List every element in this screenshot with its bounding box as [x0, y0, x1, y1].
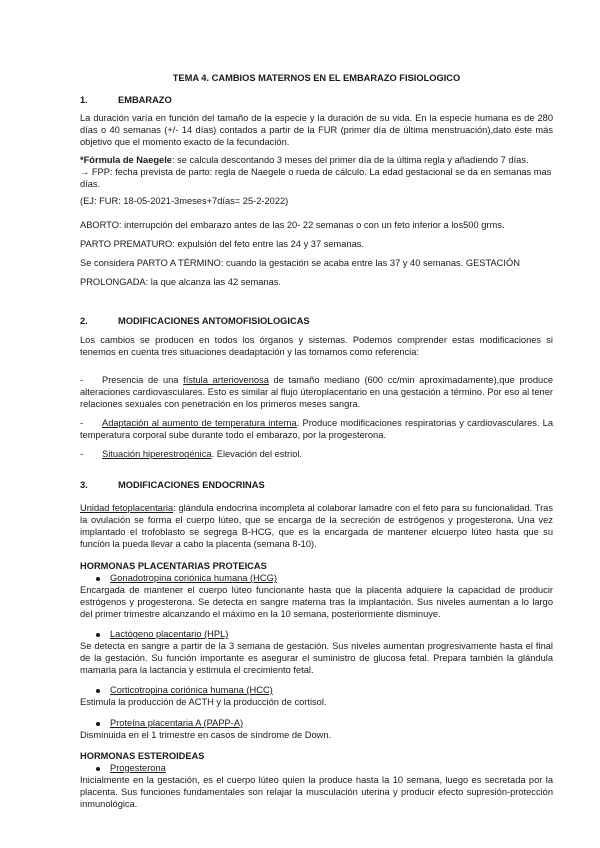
document-page — [80, 0, 553, 848]
hcg-description: Encargada de mantener el cuerpo lúteo funcionante hasta que la placenta adquiere la capacidad de producir estrógenos y progesterona. Se detecta en sangre materna tras la implantación. Sus niveles aumentan a lo largo del primer trimestre alcanzando el máximo en la 10 semana, posteriormente disminuye. — [80, 585, 553, 619]
bullet-icon — [96, 689, 100, 693]
naegele-paragraph: *Fórmula de Naegele: se calcula descontando 3 meses del primer día de la última regla y añadiendo 7 días. → FPP: fecha prevista de parto: regla de Naegele o rueda de cálculo. La edad gestacional se da en semanas mas días. — [80, 155, 552, 189]
document-title: TEMA 4. CAMBIOS MATERNOS EN EL EMBARAZO FISIOLOGICO — [172, 73, 461, 83]
unidad-fetoplacentaria-paragraph: Unidad fetoplacentaria: glándula endocrina incompleta al colaborar lamadre con el feto para su funcionalidad. Tras la ovulación se forma el cuerpo lúteo, que se encarga de la secreción de estrógenos y progesterona. Una vez implantado el trofoblasto se segrega B-HCG, que es la encargada de mantener elcuerpo lúteo hasta que su función la pueda llevar a cabo la placenta (semana 8-10). — [80, 503, 553, 549]
esteroideas-heading: HORMONAS ESTEROIDEAS — [80, 751, 205, 761]
progesterona-bullet: Progesterona — [80, 762, 166, 774]
hcg-bullet: Gonadotropina coriónica humana (HCG) — [80, 572, 277, 584]
prematuro-definition: PARTO PREMATURO: expulsión del feto entre las 24 y 37 semanas. — [80, 239, 365, 249]
bullet-icon — [96, 722, 100, 726]
list-item-hiperestrogenica: - Situación hiperestrogénica. Elevación del estriol. — [80, 449, 303, 460]
section-3-heading: 3. MODIFICACIONES ENDOCRINAS — [80, 480, 265, 490]
bullet-icon — [96, 577, 100, 581]
fur-example: (EJ: FUR: 18-05-2021-3meses+7días= 25-2-2022) — [80, 196, 289, 206]
hcc-bullet: Corticotropina coriónica humana (HCC) — [80, 684, 273, 696]
section-1-heading: 1. EMBARAZO — [80, 95, 172, 105]
pappa-description: Disminuida en el 1 trimestre en casos de síndrome de Down. — [80, 730, 332, 740]
termino-definition-line2: PROLONGADA: la que alcanza las 42 semanas. — [80, 277, 282, 287]
modificaciones-intro: Los cambios se producen en todos los órganos y sistemas. Podemos comprender estas modificaciones si tenemos en cuenta tres situaciones deadaptación y las tomamos como referencia: — [80, 335, 553, 357]
section-2-heading: 2. MODIFICACIONES ANTOMOFISIOLOGICAS — [80, 316, 310, 326]
hpl-bullet: Lactógeno placentario (HPL) — [80, 628, 228, 640]
bullet-icon — [96, 633, 100, 637]
hcc-description: Estimula la producción de ACTH y la producción de cortisol. — [80, 697, 327, 707]
pappa-bullet: Proteína placentaria A (PAPP-A) — [80, 717, 243, 729]
list-item-fistula: - Presencia de una fístula arteriovenosa de tamaño mediano (600 cc/min aproximadamente),que produce alteraciones cardiovasculares. Esto es similar al flujo úteroplacentario en una gestación a término. Por eso al tener relaciones sexuales con penetración en los primeros meses sangra. — [80, 375, 554, 410]
bullet-icon — [96, 767, 100, 771]
proteicas-heading: HORMONAS PLACENTARIAS PROTEICAS — [80, 561, 267, 571]
embarazo-paragraph: La duración varía en función del tamaño de la especie y la duración de su vida. En la especie humana es de 280 días o 40 semanas (+/- 14 días) contados a partir de la FUR (primer día de última menstruación),dato éste más objetivo que el momento exacto de la fecundación. — [80, 113, 553, 147]
aborto-definition: ABORTO: interrupción del embarazo antes de las 20- 22 semanas o con un feto inferior a los500 grms. — [80, 220, 505, 230]
hpl-description: Se detecta en sangre a partir de la 3 semana de gestación. Sus niveles aumentan progresivamente hasta el final de la gestación. Su función importante es asegurar el suministro de glucosa fetal. Prepara también la glándula mamaria para la lactancia y estimula el crecimiento fetal. — [80, 641, 553, 675]
termino-definition-line1: Se considera PARTO A TÉRMINO: cuando la gestación se acaba entre las 37 y 40 semanas. GESTACIÓN — [80, 258, 520, 268]
progesterona-description: Inicialmente en la gestación, es el cuerpo lúteo quien la produce hasta la 10 semana, luego es secretada por la placenta. Sus funciones fundamentales son relajar la musculación uterina y producir efecto supresión-protección inmunológica. — [80, 775, 553, 809]
list-item-temperatura: - Adaptación al aumento de temperatura interna. Produce modificaciones respiratorias y cardiovasculares. La temperatura corporal sube durante todo el embarazo, por la progesterona. — [80, 418, 553, 441]
